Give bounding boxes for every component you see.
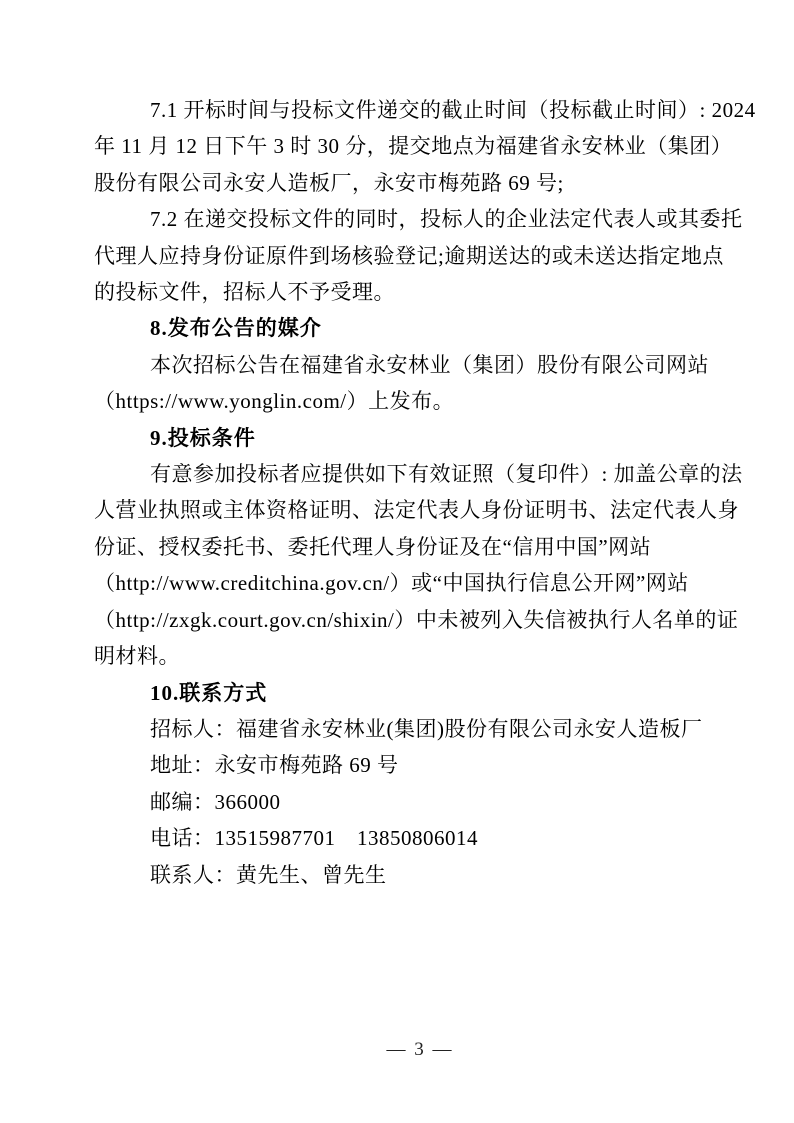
para-9-line-4: （http://www.creditchina.gov.cn/）或“中国执行信息公开网”网站 (94, 571, 689, 596)
para-9-line-3: 份证、授权委托书、委托代理人身份证及在“信用中国”网站 (94, 534, 652, 559)
para-9-line-2: 人营业执照或主体资格证明、法定代表人身份证明书、法定代表人身 (94, 498, 739, 523)
para-7-1-line-1: 7.1 开标时间与投标文件递交的截止时间（投标截止时间）: 2024 (150, 98, 756, 122)
contact-postcode: 邮编：366000 (150, 789, 281, 814)
para-7-2-line-2: 代理人应持身份证原件到场核验登记;逾期送达的或未送达指定地点 (94, 243, 724, 268)
para-8-line-1: 本次招标公告在福建省永安林业（集团）股份有限公司网站 (150, 352, 709, 377)
para-8-line-2: （https://www.yonglin.com/）上发布。 (94, 389, 455, 414)
para-7-2-line-1: 7.2 在递交投标文件的同时，投标人的企业法定代表人或其委托 (150, 207, 743, 232)
contact-address: 地址：永安市梅苑路 69 号 (150, 753, 399, 778)
page-number: — 3 — (386, 1039, 454, 1060)
contact-tenderer: 招标人：福建省永安林业(集团)股份有限公司永安人造板厂 (150, 716, 703, 741)
para-7-1-line-2: 年 11 月 12 日下午 3 时 30 分，提交地点为福建省永安林业（集团） (94, 134, 733, 159)
section-10-heading: 10.联系方式 (150, 680, 268, 705)
para-7-2-line-3: 的投标文件，招标人不予受理。 (94, 280, 395, 305)
contact-person: 联系人：黄先生、曾先生 (150, 862, 387, 887)
para-9-line-5: （http://zxgk.court.gov.cn/shixin/）中未被列入失信被执行人名单的证 (94, 607, 739, 632)
para-9-line-1: 有意参加投标者应提供如下有效证照（复印件）: 加盖公章的法 (150, 462, 743, 487)
section-9-heading: 9.投标条件 (150, 425, 256, 450)
document-content (94, 92, 756, 893)
para-9-line-6: 明材料。 (94, 644, 180, 669)
section-8-heading: 8.发布公告的媒介 (150, 316, 322, 341)
page-footer (0, 1038, 794, 1062)
para-7-1-line-3: 股份有限公司永安人造板厂，永安市梅苑路 69 号; (94, 170, 564, 195)
contact-phone: 电话：13515987701 13850806014 (150, 826, 478, 851)
